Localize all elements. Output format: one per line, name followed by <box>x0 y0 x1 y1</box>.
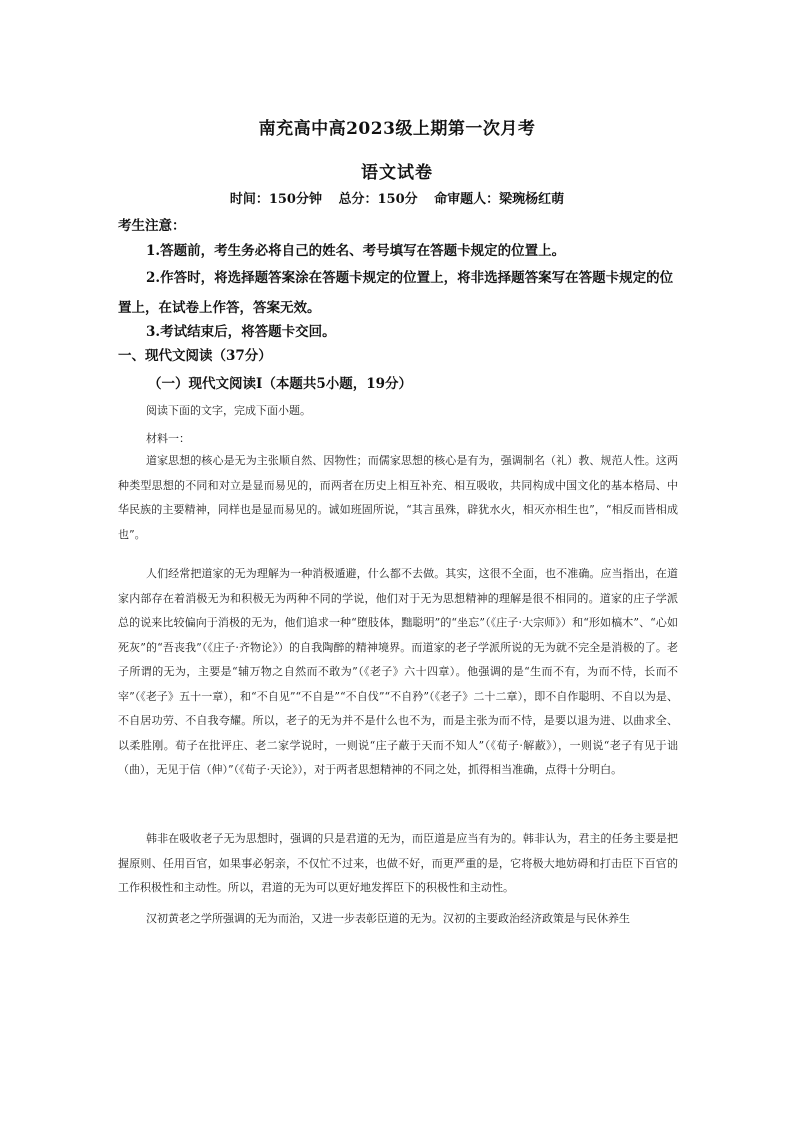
exam-total-score: 总分：150分 <box>338 192 418 207</box>
exam-title: 南充高中高2023级上期第一次月考 <box>258 119 536 139</box>
passage-paragraph-3: 韩非在吸收老子无为思想时，强调的只是君道的无为，而臣道是应当有为的。韩非认为，君主的任务主要是把握原则、任用百官，如果事必躬亲，不仅忙不过来，也做不好，而更严重的是，它将极大地妨碍和打击臣下百官的工作积极性和主动性。所以，君道的无为可以更好地发挥臣下的积极性和主动性。 <box>118 832 678 894</box>
notice-rule-2: 2.作答时，将选择题答案涂在答题卡规定的位置上，将非选择题答案写在答题卡规定的位置上，在试卷上作答，答案无效。 <box>118 270 674 316</box>
exam-subject: 语文试卷 <box>361 163 433 183</box>
passage-paragraph-2: 人们经常把道家的无为理解为一种消极遁避，什么都不去做。其实，这很不全面，也不准确。应当指出，在道家内部存在着消极无为和积极无为两种不同的学说，他们对于无为思想精神的理解是很不相同的。道家的庄子学派总的说来比较偏向于消极的无为，他们追求一种“堕肢体，黜聪明”的“坐忘”（《庄子·大宗师》）和“形如槁木”、“心如死灰”的“吾丧我”（《庄子·齐物论》）的自我陶醉的精神境界。而道家的老子学派所说的无为就不完全是消极的了。老子所谓的无为，主要是“辅万物之自然而不敢为”（《老子》六十四章）。他强调的是“生而不有，为而不恃，长而不宰”（《老子》五十一章），和“不自见”“不自是”“不自伐”“不自矜”（《老子》二十二章），即不自作聪明、不自以为是、不自居功劳、不自我夸耀。所以，老子的无为并不是什么也不为，而是主张为而不恃，是要以退为进、以曲求全、以柔胜刚。荀子在批评庄、老二家学说时，一则说“庄子蔽于天而不知人”（《荀子·解蔽》），一则说“老子有见于诎（曲），无见于信（伸）”（《荀子·天论》），对于两者思想精神的不同之处，抓得相当准确，点得十分明白。 <box>118 567 678 776</box>
section-heading: 一、现代文阅读（37分） <box>118 348 272 364</box>
notice-rule-1: 1.答题前，考生务必将自己的姓名、考号填写在答题卡规定的位置上。 <box>146 243 566 259</box>
exam-time: 时间：150分钟 <box>229 192 322 207</box>
subsection-heading: （一）现代文阅读Ⅰ（本题共5小题，19分） <box>148 376 412 392</box>
notice-heading: 考生注意： <box>118 218 186 234</box>
passage-paragraph-4: 汉初黄老之学所强调的无为而治，又进一步表彰臣道的无为。汉初的主要政治经济政策是与民休养生 <box>146 912 630 925</box>
exam-authors: 命审题人：梁琬杨红萌 <box>434 192 565 207</box>
material-label: 材料一： <box>146 432 190 445</box>
passage-paragraph-1: 道家思想的核心是无为主张顺自然、因物性；而儒家思想的核心是有为，强调制名（礼）教、规范人性。这两种类型思想的不同和对立是显而易见的，而两者在历史上相互补充、相互吸收，共同构成中国文化的基本格局、中华民族的主要精神，同样也是显而易见的。诚如班固所说，“其言虽殊，辟犹水火，相灭亦相生也”，“相反而皆相成也”。 <box>118 454 678 541</box>
exam-meta <box>0 188 794 207</box>
reading-instruction: 阅读下面的文字，完成下面小题。 <box>146 404 311 417</box>
notice-rule-3: 3.考试结束后，将答题卡交回。 <box>146 324 336 340</box>
